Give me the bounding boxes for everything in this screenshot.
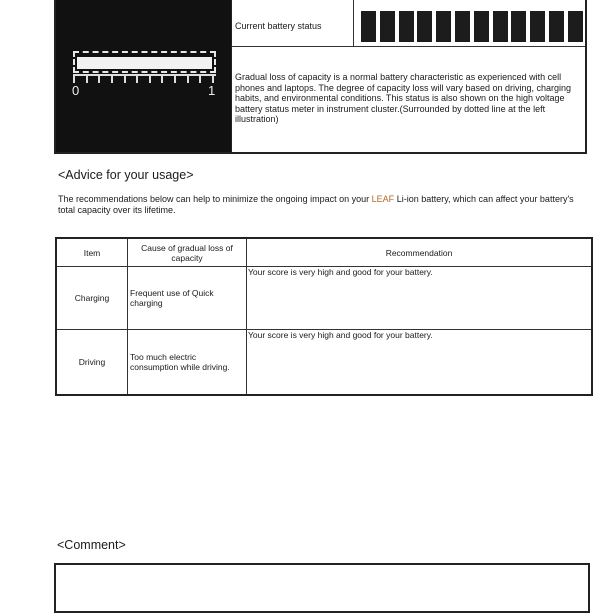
battery-status-segment [474,11,489,42]
meter-tick [174,76,176,83]
meter-capacity-bar [77,57,212,69]
battery-report-box [54,0,587,154]
meter-tick [98,76,100,83]
meter-tick [212,76,214,83]
meter-max-label: 1 [208,83,216,98]
meter-tick [136,76,138,83]
battery-status-segment [455,11,470,42]
battery-status-segment [493,11,508,42]
meter-tick [111,76,113,83]
row-cause: Too much electric consumption while driving. [128,330,247,395]
table-row [56,267,592,330]
row-recommendation: Your score is very high and good for your battery. [247,267,593,330]
battery-status-segment [399,11,414,42]
meter-tick [199,76,201,83]
column-header-item: Item [56,238,128,267]
meter-tick [149,76,151,83]
advice-heading: <Advice for your usage> [58,168,194,182]
column-header-cause: Cause of gradual loss of capacity [128,238,247,267]
battery-status-segment [417,11,432,42]
battery-status-segment [530,11,545,42]
comment-heading: <Comment> [57,538,126,552]
battery-status-note: Gradual loss of capacity is a normal battery characteristic as experienced with cell phones and laptops. The degree of capacity loss will vary based on driving, charging habits, and environmental conditions. This status is also shown on the high voltage battery status meter in instrument cluster.(Surrounded by dotted line at the left illustration) [235,72,572,124]
meter-tick [86,76,88,83]
advice-intro-text: The recommendations below can help to minimize the ongoing impact on your [58,194,372,204]
battery-meter-illustration [56,0,232,152]
table-row [56,330,592,395]
battery-status-label: Current battery status [235,21,322,31]
battery-status-segment [568,11,583,42]
comment-box [54,563,590,613]
meter-tick [161,76,163,83]
battery-status-segment [436,11,451,42]
battery-status-segment [549,11,564,42]
status-divider [353,0,354,46]
leaf-brand-text: LEAF [371,194,395,204]
meter-tick-scale [73,74,216,84]
row-item: Driving [56,330,128,395]
row-item: Charging [56,267,128,330]
battery-status-segment [380,11,395,42]
meter-min-label: 0 [72,83,80,98]
row-recommendation: Your score is very high and good for your battery. [247,330,593,395]
table-header-row [56,238,592,267]
advice-intro-text-end: Li-ion battery, which can affect your battery's total capacity over its lifetime. [58,194,574,215]
meter-tick [187,76,189,83]
row-cause: Frequent use of Quick charging [128,267,247,330]
advice-intro [58,194,578,215]
column-header-recommendation: Recommendation [247,238,593,267]
battery-status-row [231,0,585,47]
battery-status-segment [361,11,376,42]
advice-table [55,237,593,396]
battery-status-segment [511,11,526,42]
meter-tick [73,76,75,83]
meter-tick [124,76,126,83]
